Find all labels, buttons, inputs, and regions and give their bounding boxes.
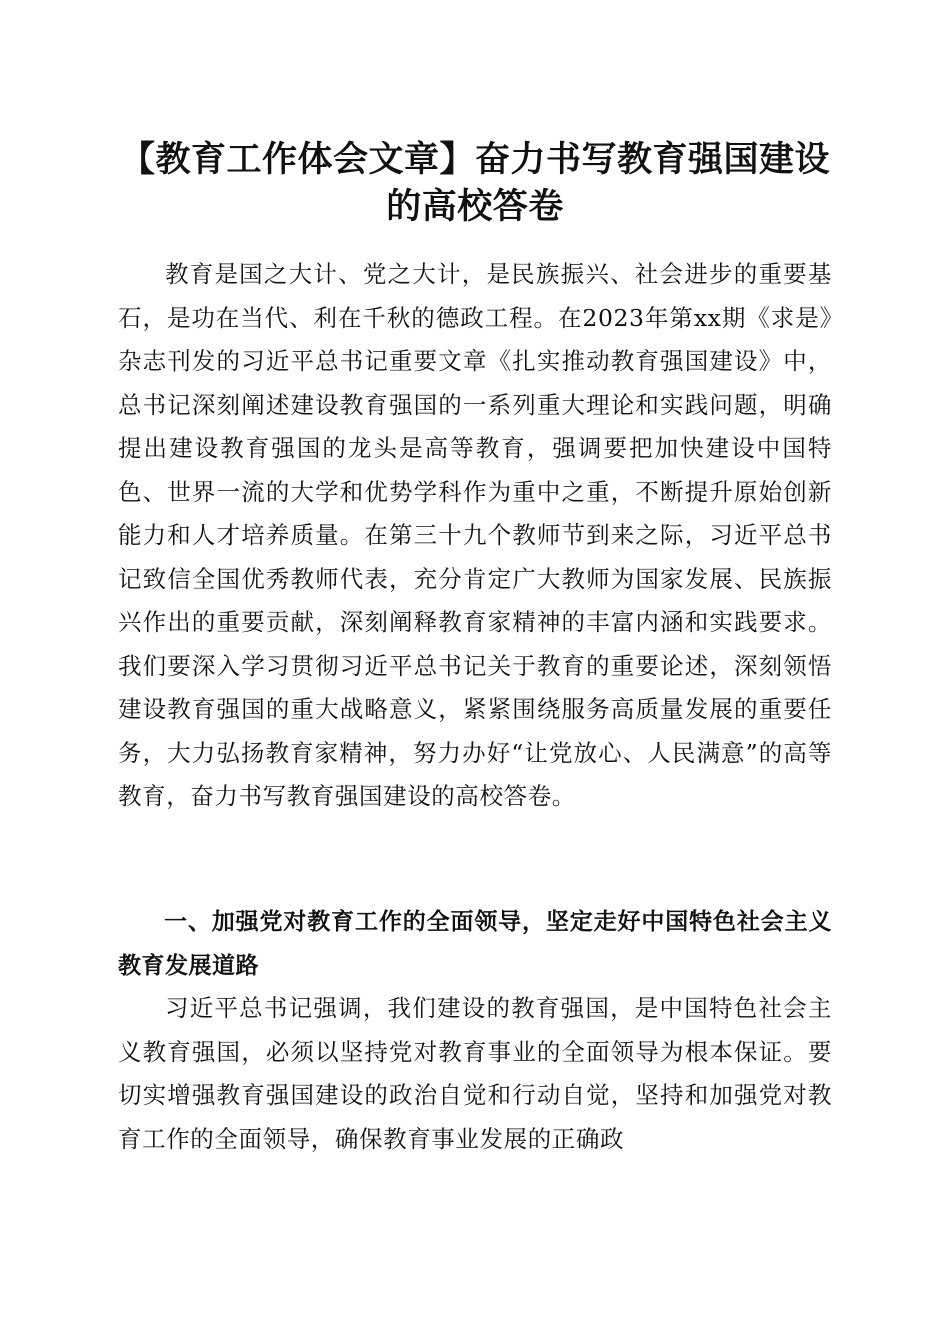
document-title [118,136,832,230]
title-line-2: 的高校答卷 [386,186,564,227]
section-heading-1: 一、加强党对教育工作的全面领导，坚定走好中国特色社会主义教育发展道路 [118,909,832,979]
intro-paragraph: 教育是国之大计、党之大计，是民族振兴、社会进步的重要基石，是功在当代、利在千秋的德政工程。在2023年第xx期《求是》杂志刊发的习近平总书记重要文章《扎实推动教育强国建设》中，总书记深刻阐述建设教育强国的一系列重大理论和实践问题，明确提出建设教育强国的龙头是高等教育，强调要把加快建设中国特色、世界一流的大学和优势学科作为重中之重，不断提升原始创新能力和人才培养质量。在第三十九个教师节到来之际，习近平总书记致信全国优秀教师代表，充分肯定广大教师为国家发展、民族振兴作出的重要贡献，深刻阐释教育家精神的丰富内涵和实践要求。我们要深入学习贯彻习近平总书记关于教育的重要论述，深刻领悟建设教育强国的重大战略意义，紧紧围绕服务高质量发展的重要任务，大力弘扬教育家精神，努力办好“让党放心、人民满意”的高等教育，奋力书写教育强国建设的高校答卷。 [118,260,832,810]
section-1-paragraph: 习近平总书记强调，我们建设的教育强国，是中国特色社会主义教育强国，必须以坚持党对教育事业的全面领导为根本保证。要切实增强教育强国建设的政治自觉和行动自觉，坚持和加强党对教育工作的全面领导，确保教育事业发展的正确政 [118,994,832,1153]
title-line-1: 【教育工作体会文章】奋力书写教育强国建设 [119,139,830,180]
